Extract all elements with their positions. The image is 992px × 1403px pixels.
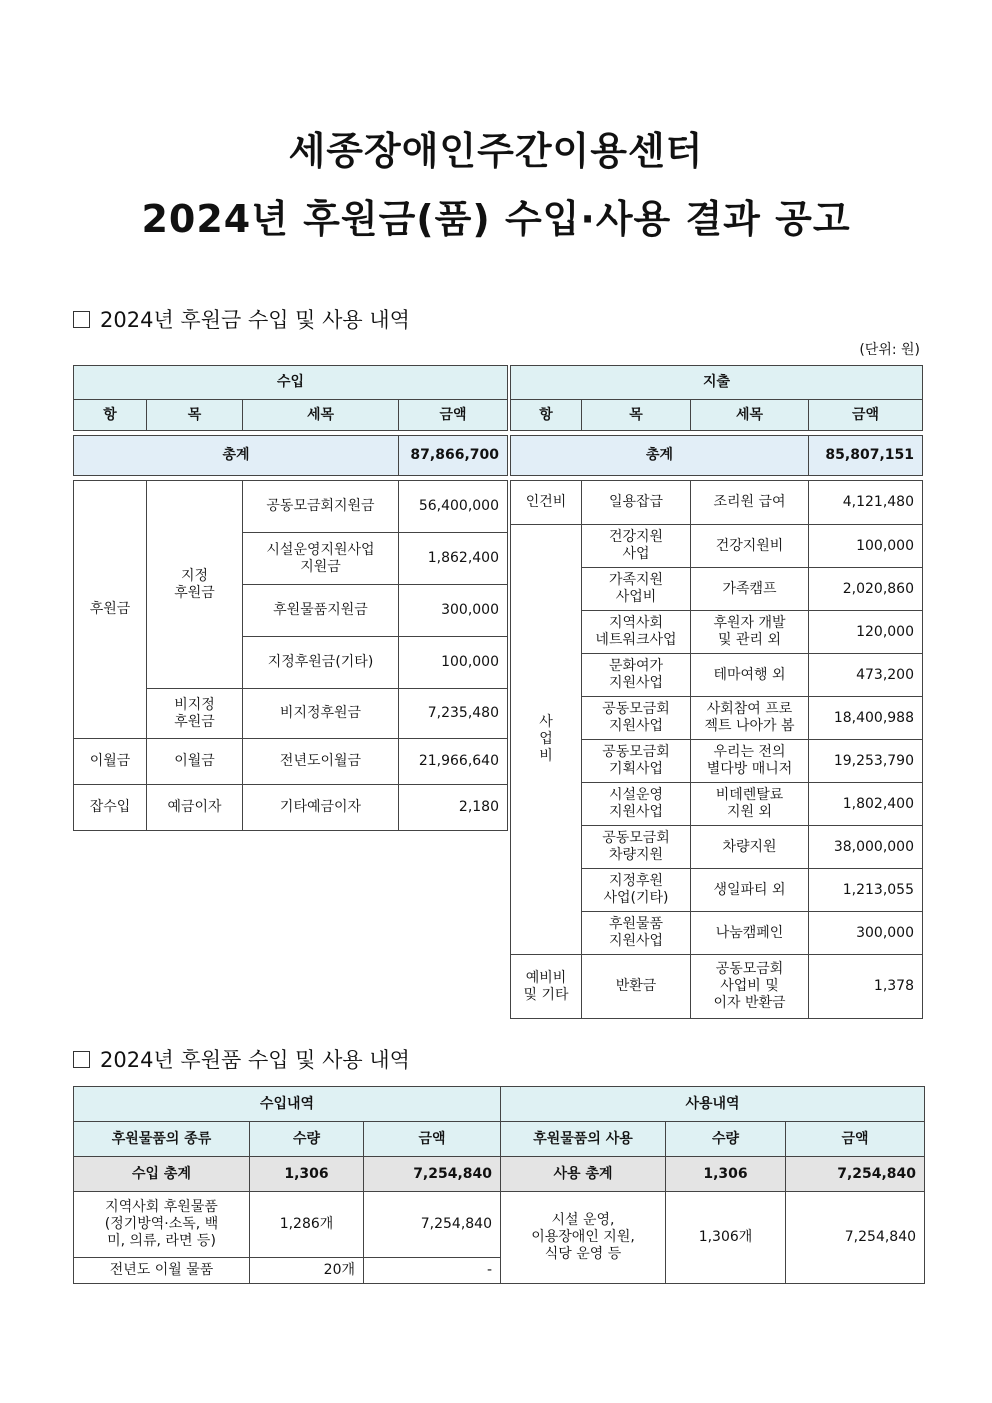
checkbox-square-icon [73,1051,90,1068]
expense-amount: 38,000,000 [809,826,923,869]
expense-mok: 공동모금회 지원사업 [582,697,691,740]
col-header-quantity: 수량 [666,1122,786,1157]
income-semok: 전년도이월금 [243,739,399,785]
income-table [73,365,508,831]
checkbox-square-icon [73,311,90,328]
income-hang-donation: 후원금 [74,481,147,739]
expense-semok: 비데렌탈료 지원 외 [691,783,809,826]
section-heading-funds [73,304,410,334]
goods-use-header: 사용내역 [501,1087,925,1122]
goods-income-total-qty: 1,306 [250,1157,364,1192]
goods-income-amount: - [364,1258,501,1284]
col-header-mok: 목 [582,400,691,431]
goods-table [73,1086,925,1284]
expense-table [510,365,923,1019]
goods-income-type: 전년도 이월 물품 [74,1258,250,1284]
income-mok: 이월금 [147,739,243,785]
expense-mok: 문화여가 지원사업 [582,654,691,697]
expense-semok: 공동모금회 사업비 및 이자 반환금 [691,955,809,1019]
expense-mok: 지정후원 사업(기타) [582,869,691,912]
income-mok: 예금이자 [147,785,243,831]
income-semok: 시설운영지원사업 지원금 [243,533,399,585]
expense-mok: 일용잡급 [582,481,691,525]
expense-hang-personnel: 인건비 [511,481,582,525]
col-header-goods-type: 후원물품의 종류 [74,1122,250,1157]
expense-semok: 나눔캠페인 [691,912,809,955]
expense-header: 지출 [511,366,923,400]
goods-income-total-label: 수입 총계 [74,1157,250,1192]
income-hang-carryover: 이월금 [74,739,147,785]
expense-amount: 100,000 [809,525,923,568]
expense-semok: 생일파티 외 [691,869,809,912]
expense-amount: 473,200 [809,654,923,697]
expense-mok: 후원물품 지원사업 [582,912,691,955]
expense-mok: 공동모금회 기획사업 [582,740,691,783]
col-header-goods-use: 후원물품의 사용 [501,1122,666,1157]
col-header-semok: 세목 [691,400,809,431]
goods-use-qty: 1,306개 [666,1192,786,1284]
expense-amount: 18,400,988 [809,697,923,740]
expense-amount: 2,020,860 [809,568,923,611]
income-header: 수입 [74,366,508,400]
expense-amount: 1,378 [809,955,923,1019]
expense-amount: 120,000 [809,611,923,654]
col-header-amount: 금액 [364,1122,501,1157]
col-header-semok: 세목 [243,400,399,431]
expense-semok: 차량지원 [691,826,809,869]
expense-semok: 사회참여 프로 젝트 나아가 봄 [691,697,809,740]
unit-label: (단위: 원) [859,342,920,358]
goods-income-type: 지역사회 후원물품 (정기방역·소독, 백 미, 의류, 라면 등) [74,1192,250,1258]
income-mok-undesignated: 비지정 후원금 [147,689,243,739]
goods-use-amount: 7,254,840 [786,1192,925,1284]
expense-semok: 우리는 전의 별다방 매니저 [691,740,809,783]
col-header-hang: 항 [511,400,582,431]
expense-mok: 지역사회 네트워크사업 [582,611,691,654]
goods-income-header: 수입내역 [74,1087,501,1122]
income-total-amount: 87,866,700 [399,436,508,476]
expense-semok: 가족캠프 [691,568,809,611]
income-amount: 2,180 [399,785,508,831]
income-semok: 지정후원금(기타) [243,637,399,689]
col-header-quantity: 수량 [250,1122,364,1157]
section-heading-goods-text: 2024년 후원품 수입 및 사용 내역 [100,1048,410,1072]
income-semok: 공동모금회지원금 [243,481,399,533]
income-hang-misc: 잡수입 [74,785,147,831]
goods-income-total-amount: 7,254,840 [364,1157,501,1192]
col-header-hang: 항 [74,400,147,431]
expense-semok: 건강지원비 [691,525,809,568]
goods-use-description: 시설 운영, 이용장애인 지원, 식당 운영 등 [501,1192,666,1284]
expense-total-label: 총계 [511,436,809,476]
expense-mok: 공동모금회 차량지원 [582,826,691,869]
income-total-label: 총계 [74,436,399,476]
income-semok: 후원물품지원금 [243,585,399,637]
income-amount: 56,400,000 [399,481,508,533]
expense-hang-project: 사 업 비 [511,525,582,955]
income-amount: 7,235,480 [399,689,508,739]
income-semok: 비지정후원금 [243,689,399,739]
expense-mok: 건강지원 사업 [582,525,691,568]
col-header-amount: 금액 [786,1122,925,1157]
income-mok-designated: 지정 후원금 [147,481,243,689]
goods-income-qty: 1,286개 [250,1192,364,1258]
expense-mok: 시설운영 지원사업 [582,783,691,826]
goods-use-total-qty: 1,306 [666,1157,786,1192]
goods-income-qty: 20개 [250,1258,364,1284]
expense-mok: 반환금 [582,955,691,1019]
income-semok: 기타예금이자 [243,785,399,831]
expense-total-amount: 85,807,151 [809,436,923,476]
col-header-amount: 금액 [809,400,923,431]
col-header-mok: 목 [147,400,243,431]
col-header-amount: 금액 [399,400,508,431]
goods-use-total-label: 사용 총계 [501,1157,666,1192]
goods-income-amount: 7,254,840 [364,1192,501,1258]
income-amount: 1,862,400 [399,533,508,585]
expense-amount: 19,253,790 [809,740,923,783]
expense-amount: 1,802,400 [809,783,923,826]
income-amount: 21,966,640 [399,739,508,785]
expense-amount: 1,213,055 [809,869,923,912]
section-heading-funds-text: 2024년 후원금 수입 및 사용 내역 [100,308,410,332]
page-title-line2: 2024년 후원금(품) 수입·사용 결과 공고 [141,197,851,241]
page-title-line1: 세종장애인주간이용센터 [288,129,704,173]
goods-use-total-amount: 7,254,840 [786,1157,925,1192]
expense-semok: 조리원 급여 [691,481,809,525]
expense-amount: 4,121,480 [809,481,923,525]
expense-amount: 300,000 [809,912,923,955]
expense-hang-reserve: 예비비 및 기타 [511,955,582,1019]
expense-semok: 테마여행 외 [691,654,809,697]
section-heading-goods [73,1044,410,1074]
income-amount: 100,000 [399,637,508,689]
expense-mok: 가족지원 사업비 [582,568,691,611]
expense-semok: 후원자 개발 및 관리 외 [691,611,809,654]
income-amount: 300,000 [399,585,508,637]
